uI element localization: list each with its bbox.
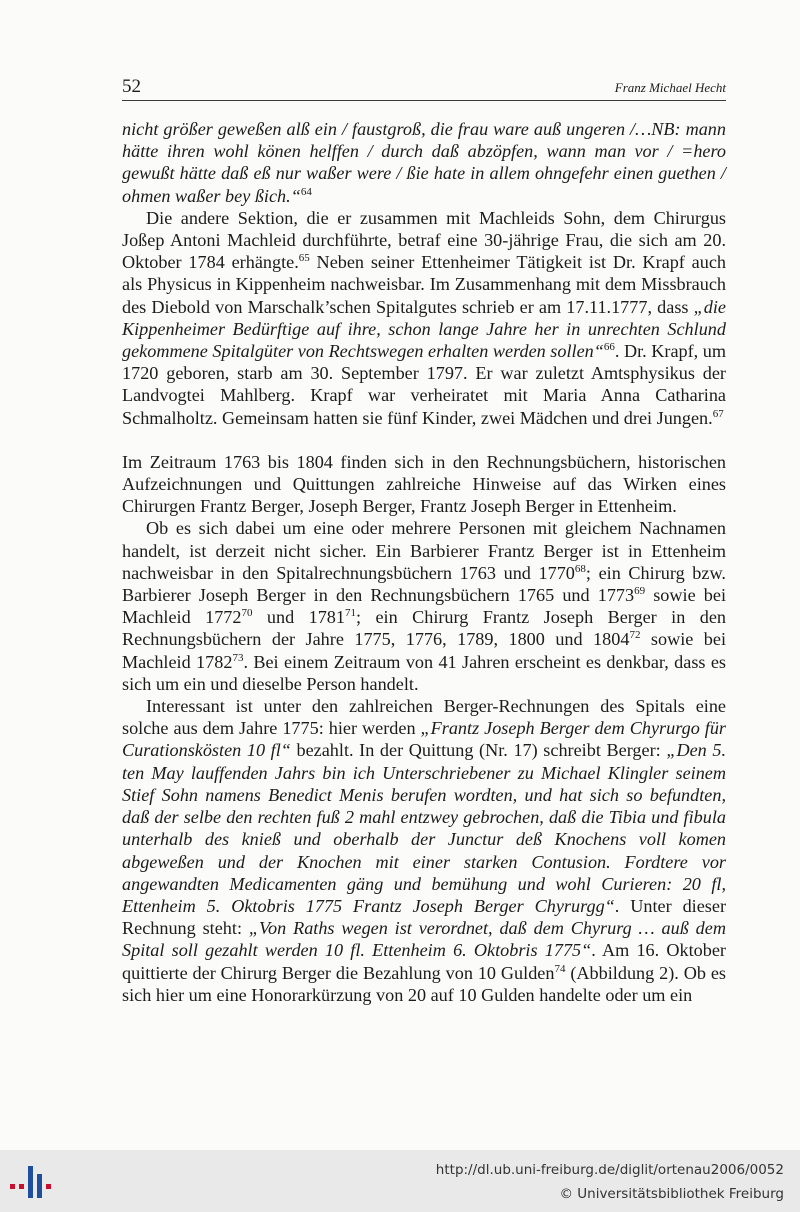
footer-bar — [0, 1150, 800, 1212]
quote-text: „Frantz Joseph Berger dem Chyrurgo für Curationskösten 10 fl“ — [122, 718, 726, 761]
paragraph — [122, 207, 726, 429]
text-run: Interessant ist unter den zahlreichen Berger-Rechnungen des Spitals eine solche aus dem Jahre 1775: hier werden — [122, 696, 726, 739]
footnote-ref: 68 — [574, 562, 586, 575]
footnote-ref: 66 — [603, 341, 615, 354]
footnote-ref: 72 — [629, 629, 641, 642]
footnote-ref: 74 — [554, 962, 566, 975]
footnote-ref: 73 — [232, 651, 244, 664]
text-run: Ob es sich dabei um eine oder mehrere Personen mit gleichem Nachnamen handelt, ist derzeit nicht sicher. Ein Barbierer Frantz Berger ist in Ettenheim nachweisbar in den Spitalrechnungsbüchern 1763 und 1770 — [122, 518, 726, 583]
footnote-ref: 67 — [712, 407, 724, 420]
footnote-ref: 65 — [298, 252, 310, 265]
footnote-ref: 71 — [344, 607, 356, 620]
text-run: bezahlt. In der Quittung (Nr. 17) schreibt Berger: — [290, 740, 667, 761]
text-run: sowie bei Machleid 1772 — [122, 585, 726, 628]
text-run: Neben seiner Ettenheimer Tätigkeit ist Dr. Krapf auch als Physicus in Kippenheim nachweisbar. Im Zusammenhang mit dem Missbrauch des Diebold von Marschalk’schen Spitalgutes schrieb er am 17.11.1777, dass — [122, 252, 726, 317]
paragraph — [122, 118, 726, 207]
header-rule — [122, 100, 726, 101]
text-run: (Abbildung 2). Ob es sich hier um eine Honorarkürzung von 20 auf 10 Gulden handelte oder um ein — [122, 962, 726, 1005]
running-head: Franz Michael Hecht — [614, 80, 726, 95]
text-run: ; ein Chirurg Frantz Joseph Berger in den Rechnungsbüchern der Jahre 1775, 1776, 1789, 1800 und 1804 — [122, 607, 726, 650]
quote-text: nicht größer geweßen alß ein / faustgroß, die frau ware auß ungeren /…NB: mann hätte ihren wohl könen helffen / durch daß abzöpfen, wann man vor / =hero gewußt hätte daß eß nur waßer were / ßie hate in allem ohngefehr einen guethen / ohmen waßer bey ßich. — [122, 119, 726, 206]
page-number: 52 — [122, 76, 141, 97]
footnote-ref: 64 — [300, 185, 312, 198]
paragraph — [122, 451, 726, 518]
text-run: . Dr. Krapf, um 1720 geboren, starb am 30. September 1797. Er war zuletzt Amtsphysikus der Landvogtei Mahlberg. Krapf war verheiratet mit Maria Anna Catharina Schmalholtz. Gemeinsam hatten sie fünf Kinder, zwei Mädchen und drei Jungen. — [122, 341, 726, 428]
copyright-notice: © Universitätsbibliothek Freiburg — [559, 1186, 784, 1202]
paragraph — [122, 695, 726, 1006]
text-run: Die andere Sektion, die er zusammen mit Machleids Sohn, dem Chirurgus Joßep Antoni Machleid durchführte, betraf eine 30-jährige Frau, die sich am 20. Oktober 1784 erhängte. — [122, 207, 726, 273]
text-run: und 1781 — [252, 607, 345, 628]
text-run: . Am 16. Oktober quittierte der Chirurg Berger die Bezahlung von 10 Gulden — [122, 940, 726, 983]
quote-text: “ — [290, 185, 301, 206]
text-run: sowie bei Machleid 1782 — [122, 629, 726, 672]
text-run: . Unter dieser Rechnung steht: — [122, 895, 726, 939]
paragraph — [122, 517, 726, 695]
quote-text: „Von Raths wegen ist verordnet, daß dem Chyrurg … auß dem Spital soll gezahlt werden 10 fl. Ettenheim 6. Oktobris 1775“ — [122, 918, 726, 961]
body-text — [122, 118, 726, 1006]
text-run: ; ein Chirurg bzw. Barbierer Joseph Berger in den Rechnungsbüchern 1765 und 1773 — [122, 562, 726, 606]
footnote-ref: 69 — [634, 585, 646, 598]
text-run: Im Zeitraum 1763 bis 1804 finden sich in den Rechnungsbüchern, historischen Aufzeichnungen und Quittungen zahlreiche Hinweise auf das Wirken eines Chirurgen Frantz Berger, Joseph Berger, Frantz Joseph Berger in Ettenheim. — [122, 451, 726, 517]
footnote-ref: 70 — [241, 607, 253, 620]
ub-freiburg-logo-icon — [10, 1162, 54, 1198]
quote-text: „die Kippenheimer Bedürftige auf ihre, schon lange Jahre her in unrechten Schlund gekommene Spitalgüter von Rechtswegen erhalten werden sollen“ — [122, 296, 726, 362]
text-run: . Bei einem Zeitraum von 41 Jahren erscheint es denkbar, dass es sich um ein und dieselbe Person handelt. — [122, 651, 727, 694]
quote-text: „Den 5. ten May lauffenden Jahrs bin ich Unterschriebener zu Michael Klingler seinem Stief Sohn namens Benedict Menis berufen wordten, und hat sich so befundten, daß der selbe den rechten fuß 2 mahl entzwey gebrochen, daß die Tibia und fibula unterhalb des knieß und oberhalb der Junctur deß Knochens voll komen abgeweßen und der Knochen mit einer starken Contusion. Fordtere vor angewandten Medicamenten gäng und bemühung und wohl Curieren: 20 fl, Ettenheim 5. Oktobris 1775 Frantz Joseph Berger Chyrurgg“ — [122, 740, 726, 916]
page-header — [122, 76, 726, 100]
source-url-link[interactable]: http://dl.ub.uni-freiburg.de/diglit/ortenau2006/0052 — [435, 1162, 784, 1178]
